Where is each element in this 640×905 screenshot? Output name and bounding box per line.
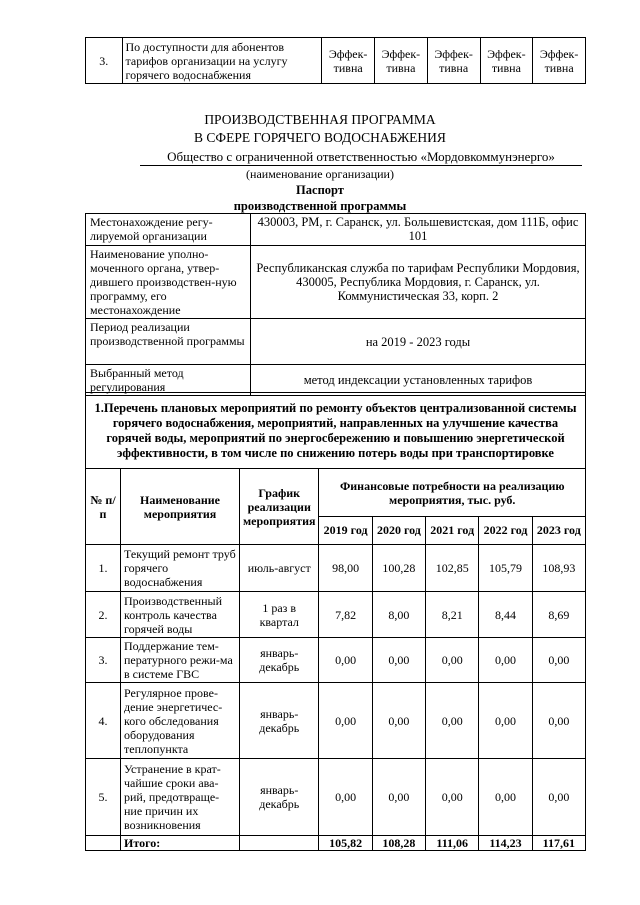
table-row bbox=[86, 38, 586, 84]
program-title-line2: В СФЕРЕ ГОРЯЧЕГО ВОДОСНАБЖЕНИЯ bbox=[194, 130, 446, 145]
year-header: 2023 год bbox=[532, 517, 585, 545]
column-header-number: № п/п bbox=[86, 469, 121, 545]
year-header: 2022 год bbox=[479, 517, 532, 545]
value-cell: 8,00 bbox=[372, 592, 425, 638]
total-empty-cell bbox=[86, 836, 121, 851]
value-cell: 102,85 bbox=[426, 545, 479, 592]
value-cell: 0,00 bbox=[372, 759, 425, 836]
passport-label: Наименование уполно-моченного органа, утвер-дившего производствен-ную программу, его местонахождение bbox=[86, 246, 251, 319]
row-number: 5. bbox=[86, 759, 121, 836]
value-cell: 0,00 bbox=[532, 683, 585, 759]
total-value: 111,06 bbox=[426, 836, 479, 851]
value-cell: 100,28 bbox=[372, 545, 425, 592]
value-cell: 0,00 bbox=[319, 759, 372, 836]
value-cell: 105,79 bbox=[479, 545, 532, 592]
table-row bbox=[86, 545, 586, 592]
organization-name: Общество с ограниченной ответственностью «Мордовкоммунэнерго» bbox=[140, 149, 582, 166]
passport-value: 430003, РМ, г. Саранск, ул. Большевистская, дом 111Б, офис 101 bbox=[251, 214, 586, 246]
measure-name: Текущий ремонт труб горячего водоснабжения bbox=[121, 545, 240, 592]
passport-subheading: производственной программы bbox=[233, 199, 407, 213]
row-number: 3. bbox=[86, 638, 121, 683]
program-title-line1: ПРОИЗВОДСТВЕННАЯ ПРОГРАММА bbox=[204, 112, 436, 127]
total-value: 117,61 bbox=[532, 836, 585, 851]
measure-schedule: январь-декабрь bbox=[240, 638, 319, 683]
value-cell: 0,00 bbox=[532, 638, 585, 683]
measure-schedule: 1 раз в квартал bbox=[240, 592, 319, 638]
passport-label: Выбранный метод регулирования bbox=[86, 365, 251, 396]
value-cell: 0,00 bbox=[532, 759, 585, 836]
year-header: 2021 год bbox=[426, 517, 479, 545]
value-cell: 0,00 bbox=[319, 638, 372, 683]
value-cell: 0,00 bbox=[372, 683, 425, 759]
efficiency-cell: Эффек-тивна bbox=[322, 38, 375, 84]
passport-value: метод индексации установленных тарифов bbox=[251, 365, 586, 396]
value-cell: 0,00 bbox=[479, 759, 532, 836]
measure-name: Поддержание тем-пературного режи-ма в системе ГВС bbox=[121, 638, 240, 683]
total-value: 108,28 bbox=[372, 836, 425, 851]
passport-table bbox=[85, 213, 586, 396]
value-cell: 0,00 bbox=[426, 638, 479, 683]
section-title: 1.Перечень плановых мероприятий по ремонту объектов централизованной системы горячего водоснабжения, мероприятий, направленных на улучшение качества горячей воды, мероприятий по энергосбережению и повышению энергетической эффективности, в том числе по снижению потерь воды при транспортировке bbox=[86, 393, 586, 469]
table-row bbox=[86, 683, 586, 759]
value-cell: 0,00 bbox=[372, 638, 425, 683]
criterion-description: По доступности для абонентов тарифов организации на услугу горячего водоснабжения bbox=[122, 38, 322, 84]
table-row bbox=[86, 214, 586, 246]
table-row bbox=[86, 759, 586, 836]
value-cell: 108,93 bbox=[532, 545, 585, 592]
year-header: 2020 год bbox=[372, 517, 425, 545]
year-header: 2019 год bbox=[319, 517, 372, 545]
value-cell: 8,44 bbox=[479, 592, 532, 638]
measure-name: Устранение в крат-чайшие сроки ава-рий, предотвраще-ние причин их возникновения bbox=[121, 759, 240, 836]
value-cell: 7,82 bbox=[319, 592, 372, 638]
measure-schedule: июль-август bbox=[240, 545, 319, 592]
measure-schedule: январь-декабрь bbox=[240, 759, 319, 836]
value-cell: 0,00 bbox=[479, 683, 532, 759]
efficiency-table bbox=[85, 37, 586, 84]
row-number: 1. bbox=[86, 545, 121, 592]
table-row bbox=[86, 393, 586, 469]
total-row bbox=[86, 836, 586, 851]
measures-table bbox=[85, 392, 586, 851]
organization-caption: (наименование организации) bbox=[246, 167, 394, 181]
passport-value: Республиканская служба по тарифам Республики Мордовия, 430005, Республика Мордовия, г. Саранск, ул. Коммунистическая 33, корп. 2 bbox=[251, 246, 586, 319]
value-cell: 8,21 bbox=[426, 592, 479, 638]
value-cell: 98,00 bbox=[319, 545, 372, 592]
measure-name: Производственный контроль качества горячей воды bbox=[121, 592, 240, 638]
passport-value: на 2019 - 2023 годы bbox=[251, 319, 586, 365]
column-header-finance: Финансовые потребности на реализацию мероприятия, тыс. руб. bbox=[319, 469, 586, 517]
row-number: 4. bbox=[86, 683, 121, 759]
column-header-schedule: График реализации мероприятия bbox=[240, 469, 319, 545]
table-row bbox=[86, 319, 586, 365]
efficiency-cell: Эффек-тивна bbox=[375, 38, 428, 84]
value-cell: 0,00 bbox=[479, 638, 532, 683]
table-header-row bbox=[86, 469, 586, 517]
table-row bbox=[86, 246, 586, 319]
passport-label: Период реализации производственной программы bbox=[86, 319, 251, 365]
table-row bbox=[86, 638, 586, 683]
total-label: Итого: bbox=[121, 836, 240, 851]
total-value: 105,82 bbox=[319, 836, 372, 851]
efficiency-cell: Эффек-тивна bbox=[427, 38, 480, 84]
row-number: 2. bbox=[86, 592, 121, 638]
efficiency-cell: Эффек-тивна bbox=[480, 38, 533, 84]
efficiency-cell: Эффек-тивна bbox=[533, 38, 586, 84]
table-row bbox=[86, 365, 586, 396]
measure-schedule: январь-декабрь bbox=[240, 683, 319, 759]
measure-name: Регулярное прове-дение энергетичес-кого обследования оборудования теплопункта bbox=[121, 683, 240, 759]
column-header-name: Наименование мероприятия bbox=[121, 469, 240, 545]
row-number: 3. bbox=[86, 38, 123, 84]
passport-heading: Паспорт bbox=[296, 183, 344, 197]
total-empty-cell bbox=[240, 836, 319, 851]
value-cell: 0,00 bbox=[426, 683, 479, 759]
passport-label: Местонахождение регу-лируемой организации bbox=[86, 214, 251, 246]
value-cell: 8,69 bbox=[532, 592, 585, 638]
total-value: 114,23 bbox=[479, 836, 532, 851]
value-cell: 0,00 bbox=[426, 759, 479, 836]
value-cell: 0,00 bbox=[319, 683, 372, 759]
table-row bbox=[86, 592, 586, 638]
